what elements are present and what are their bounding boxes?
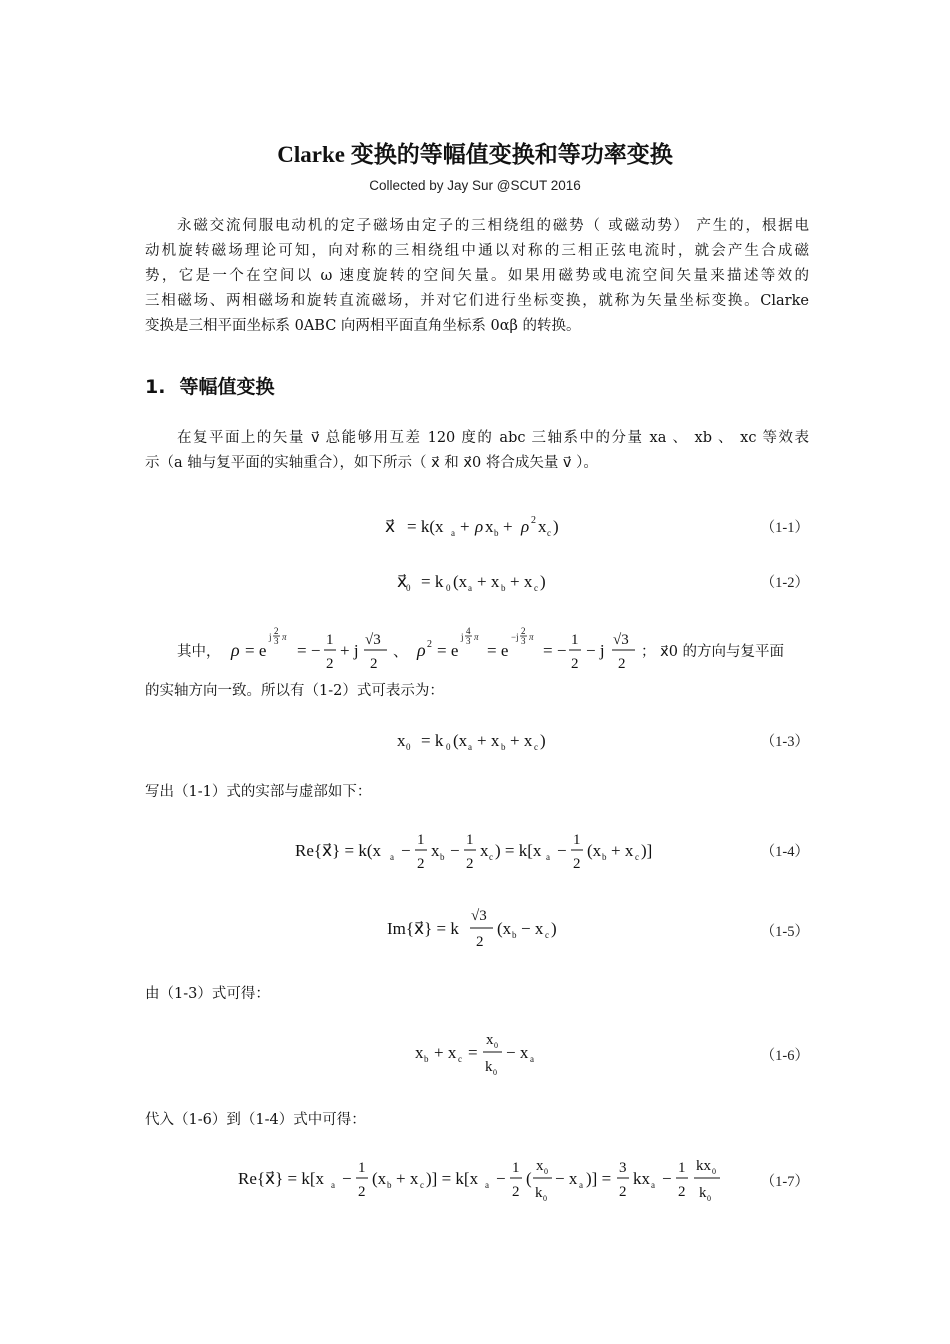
svg-text:c: c	[420, 1180, 424, 1190]
svg-text:j: j	[269, 632, 272, 642]
svg-text:√3: √3	[613, 632, 629, 648]
svg-text:= e: = e	[245, 641, 267, 660]
svg-text:2: 2	[618, 656, 626, 672]
svg-text:0: 0	[707, 1194, 711, 1203]
svg-text:k: k	[485, 1059, 493, 1075]
text-before-1-6: 由（1-3）式可得：	[145, 986, 270, 1002]
svg-text:ρ: ρ	[475, 517, 484, 536]
svg-text:−: −	[401, 841, 411, 860]
svg-text:x: x	[397, 731, 406, 750]
svg-text:+ x: + x	[434, 1043, 457, 1062]
rho-line-2: 的实轴方向一致。所以有（1-2）式可表示为：	[145, 683, 444, 699]
equation-number: （1-1）	[760, 520, 809, 536]
svg-text:a: a	[468, 583, 472, 593]
svg-text:c: c	[534, 742, 538, 752]
svg-text:+ x: + x	[477, 572, 500, 591]
svg-text:x⃗: x⃗	[385, 517, 396, 536]
svg-text:(x: (x	[497, 919, 512, 938]
svg-text:a: a	[331, 1180, 335, 1190]
svg-text:c: c	[545, 930, 549, 940]
svg-text:a: a	[390, 852, 394, 862]
svg-text:): )	[540, 731, 546, 750]
svg-text:b: b	[387, 1180, 392, 1190]
equation-1-4-graphic	[145, 824, 809, 880]
svg-text:b: b	[424, 1054, 429, 1064]
svg-text:−: −	[557, 841, 567, 860]
svg-text:+ x: + x	[510, 572, 533, 591]
section-heading	[145, 372, 274, 399]
svg-text:1: 1	[678, 1160, 686, 1176]
equation-number: （1-5）	[760, 924, 809, 940]
equation-1-3-graphic	[145, 722, 809, 762]
equation-1-4	[145, 824, 809, 884]
section-title: 等幅值变换	[179, 376, 275, 398]
rho-prefix: 其中，	[177, 644, 221, 660]
svg-text:0: 0	[544, 1167, 548, 1176]
svg-text:k: k	[699, 1185, 707, 1201]
svg-text:1: 1	[358, 1160, 366, 1176]
svg-text:2: 2	[326, 656, 334, 672]
svg-text:3: 3	[274, 636, 279, 646]
intro-line: 永磁交流伺服电动机的定子磁场由定子的三相绕组的磁势（ 或磁动势） 产生的，根据电	[177, 218, 809, 234]
svg-text:b: b	[501, 742, 506, 752]
svg-text:c: c	[534, 583, 538, 593]
equation-1-7-graphic	[145, 1150, 809, 1210]
svg-text:= k: = k	[421, 572, 444, 591]
svg-text:=: =	[468, 1043, 478, 1062]
svg-text:(x: (x	[372, 1169, 387, 1188]
svg-text:kx: kx	[696, 1158, 711, 1174]
svg-text:π: π	[529, 632, 534, 642]
svg-text:+ x: + x	[510, 731, 533, 750]
svg-text:0: 0	[712, 1167, 716, 1176]
equation-1-7	[145, 1150, 809, 1210]
intro-line: 势，它是一个在空间以 ω 速度旋转的空间矢量。如果用磁势或电流空间矢量来描述等效的	[145, 268, 809, 284]
svg-text:c: c	[635, 852, 639, 862]
svg-text:x⃗: x⃗	[397, 572, 408, 591]
svg-text:− x: − x	[521, 919, 544, 938]
svg-text:ρ: ρ	[417, 640, 426, 660]
equation-number: （1-4）	[760, 844, 809, 860]
svg-text:k: k	[535, 1185, 543, 1201]
equation-1-1	[145, 508, 809, 568]
svg-text:1: 1	[512, 1160, 520, 1176]
equation-1-1-graphic	[145, 508, 809, 548]
svg-text:b: b	[494, 528, 499, 538]
svg-text:2: 2	[427, 639, 432, 650]
svg-text:+ j: + j	[340, 641, 359, 660]
svg-text:0: 0	[446, 742, 451, 752]
document-title: Clarke 变换的等幅值变换和等功率变换	[277, 142, 673, 167]
svg-text:3: 3	[619, 1160, 627, 1176]
svg-text:√3: √3	[365, 632, 381, 648]
svg-text:c: c	[458, 1054, 462, 1064]
equation-1-5-graphic	[145, 900, 809, 956]
svg-text:): )	[540, 572, 546, 591]
svg-text:− j: − j	[586, 641, 605, 660]
svg-text:(x: (x	[453, 731, 468, 750]
svg-text:+ x: + x	[477, 731, 500, 750]
svg-text:4: 4	[466, 626, 471, 636]
svg-text:−j: −j	[511, 632, 519, 642]
svg-text:2: 2	[531, 515, 536, 526]
svg-text:(: (	[526, 1169, 532, 1188]
svg-text:0: 0	[493, 1068, 497, 1077]
svg-text:x: x	[485, 517, 494, 536]
equation-number: （1-2）	[760, 575, 809, 591]
svg-text:2: 2	[571, 656, 579, 672]
svg-text:0: 0	[406, 583, 411, 593]
svg-text:a: a	[530, 1054, 534, 1064]
svg-text:0: 0	[543, 1194, 547, 1203]
svg-text:x: x	[486, 1032, 494, 1048]
svg-text:)] =: )] =	[586, 1169, 612, 1188]
svg-text:1: 1	[466, 832, 474, 848]
svg-text:1: 1	[573, 832, 581, 848]
svg-text:x: x	[536, 1158, 544, 1174]
svg-text:Re{x⃗} = k[x: Re{x⃗} = k[x	[238, 1169, 325, 1188]
svg-text:2: 2	[678, 1184, 686, 1200]
svg-text:)]: )]	[641, 841, 653, 860]
svg-text:Re{x⃗} = k(x: Re{x⃗} = k(x	[295, 841, 382, 860]
svg-text:−: −	[496, 1169, 506, 1188]
svg-text:b: b	[512, 930, 517, 940]
svg-text:(x: (x	[453, 572, 468, 591]
vector-paragraph	[145, 426, 809, 476]
svg-text:x: x	[431, 841, 440, 860]
intro-line: 三相磁场、两相磁场和旋转直流磁场，并对它们进行坐标变换，就称为矢量坐标变换。Clarke	[145, 293, 809, 309]
svg-text:+: +	[460, 517, 470, 536]
svg-text:x: x	[538, 517, 547, 536]
svg-text:2: 2	[521, 626, 526, 636]
svg-text:3: 3	[466, 636, 471, 646]
svg-text:a: a	[468, 742, 472, 752]
svg-text:2: 2	[573, 856, 581, 872]
svg-text:+ x: + x	[396, 1169, 419, 1188]
svg-text:− x: − x	[506, 1043, 529, 1062]
svg-text:b: b	[501, 583, 506, 593]
svg-text:1: 1	[417, 832, 425, 848]
svg-text:0: 0	[494, 1041, 498, 1050]
svg-text:2: 2	[370, 656, 378, 672]
equation-1-2-graphic	[145, 563, 809, 603]
svg-text:0: 0	[446, 583, 451, 593]
document-subtitle: Collected by Jay Sur @SCUT 2016	[369, 178, 581, 193]
svg-text:π: π	[282, 632, 287, 642]
equation-1-6-graphic	[145, 1024, 809, 1084]
intro-paragraph	[145, 214, 809, 339]
svg-text:ρ: ρ	[231, 640, 240, 660]
svg-text:= e: = e	[487, 641, 509, 660]
svg-text:−: −	[342, 1169, 352, 1188]
vector-line: 示（a 轴与复平面的实轴重合），如下所示（ x⃗ 和 x⃗0 将合成矢量 v⃗ ）。	[145, 455, 598, 471]
svg-text:b: b	[440, 852, 445, 862]
svg-text:= e: = e	[437, 641, 459, 660]
svg-text:2: 2	[358, 1184, 366, 1200]
text-before-1-4: 写出（1-1）式的实部与虚部如下：	[145, 784, 372, 800]
svg-text:b: b	[602, 852, 607, 862]
svg-text:a: a	[579, 1180, 583, 1190]
svg-text:= k(x: = k(x	[407, 517, 444, 536]
svg-text:2: 2	[274, 626, 279, 636]
equation-number: （1-3）	[760, 734, 809, 750]
svg-text:2: 2	[417, 856, 425, 872]
text-before-1-7: 代入（1-6）到（1-4）式中可得：	[145, 1112, 366, 1128]
svg-text:、: 、	[393, 644, 409, 660]
svg-text:2: 2	[476, 934, 484, 950]
svg-text:x: x	[480, 841, 489, 860]
svg-text:Im{x⃗} = k: Im{x⃗} = k	[387, 919, 459, 938]
vector-line: 在复平面上的矢量 v⃗ 总能够用互差 120 度的 abc 三轴系中的分量 xa 、 xb 、 xc 等效表	[177, 430, 809, 446]
svg-text:1: 1	[326, 632, 334, 648]
svg-text:(x: (x	[587, 841, 602, 860]
svg-text:0: 0	[406, 742, 411, 752]
svg-text:+: +	[503, 517, 513, 536]
svg-text:2: 2	[619, 1184, 627, 1200]
svg-text:a: a	[651, 1180, 655, 1190]
svg-text:π: π	[474, 632, 479, 642]
section-number: 1.	[145, 376, 166, 398]
equation-1-5	[145, 900, 809, 960]
svg-text:x: x	[415, 1043, 424, 1062]
svg-text:= −: = −	[543, 641, 567, 660]
intro-line: 动机旋转磁场理论可知，向对称的三相绕组中通以对称的三相正弦电流时，就会产生合成磁	[145, 243, 809, 259]
svg-text:): )	[551, 919, 557, 938]
equation-1-6	[145, 1024, 809, 1084]
svg-text:−: −	[662, 1169, 672, 1188]
svg-text:c: c	[547, 528, 551, 538]
equation-number: （1-7）	[760, 1174, 809, 1190]
svg-text:) = k[x: ) = k[x	[495, 841, 542, 860]
svg-text:= −: = −	[297, 641, 321, 660]
rho-definition-line	[145, 620, 809, 699]
svg-text:√3: √3	[471, 908, 487, 924]
svg-text:kx: kx	[633, 1169, 650, 1188]
equation-number: （1-6）	[760, 1048, 809, 1064]
svg-text:j: j	[461, 632, 464, 642]
svg-text:−: −	[450, 841, 460, 860]
svg-text:): )	[553, 517, 559, 536]
equation-1-2	[145, 563, 809, 623]
svg-text:1: 1	[571, 632, 579, 648]
equation-1-3	[145, 722, 809, 782]
svg-text:ρ: ρ	[521, 517, 530, 536]
svg-text:+ x: + x	[611, 841, 634, 860]
svg-text:)] = k[x: )] = k[x	[426, 1169, 479, 1188]
svg-text:− x: − x	[555, 1169, 578, 1188]
svg-text:a: a	[451, 528, 455, 538]
svg-text:2: 2	[466, 856, 474, 872]
intro-line: 变换是三相平面坐标系 0ABC 向两相平面直角坐标系 0αβ 的转换。	[145, 318, 581, 334]
svg-text:a: a	[485, 1180, 489, 1190]
rho-suffix: ； x⃗0 的方向与复平面	[641, 644, 785, 660]
svg-text:a: a	[546, 852, 550, 862]
svg-text:2: 2	[512, 1184, 520, 1200]
svg-text:3: 3	[521, 636, 526, 646]
svg-text:= k: = k	[421, 731, 444, 750]
svg-text:c: c	[489, 852, 493, 862]
